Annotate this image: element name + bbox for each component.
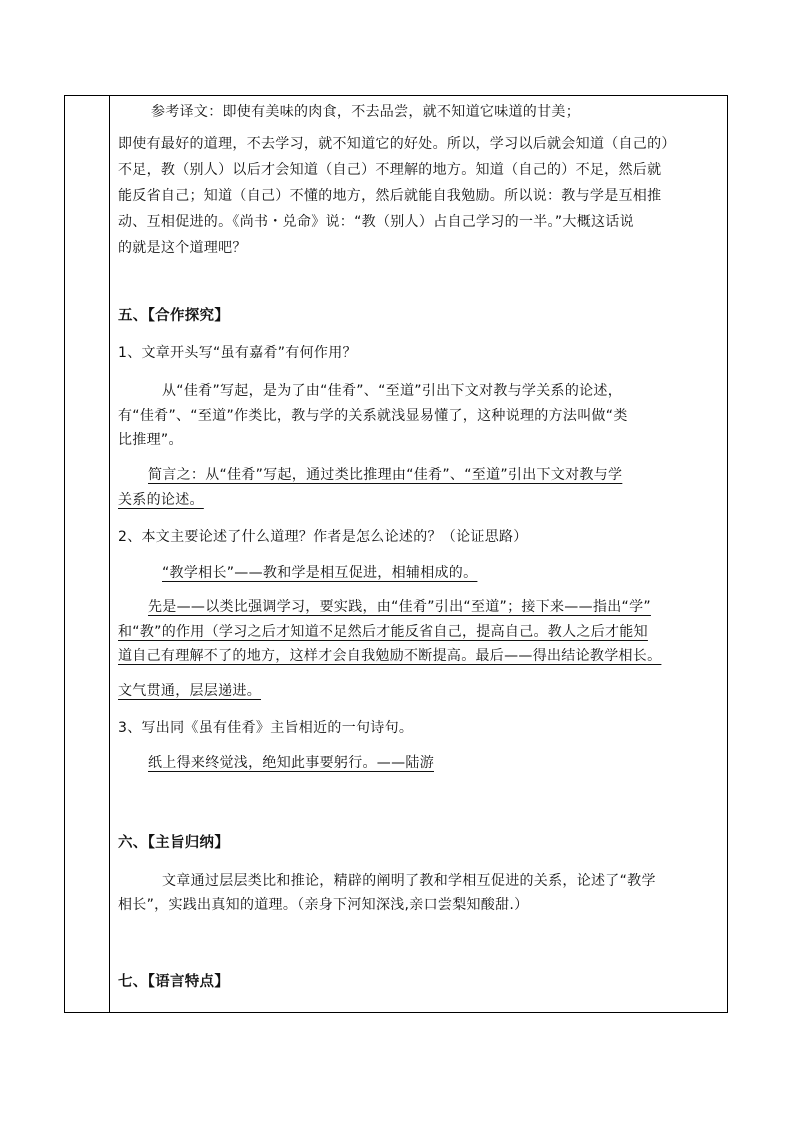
- section6-line-1: 文章通过层层类比和推论，精辟的阐明了教和学相互促进的关系，论述了“教学: [162, 873, 656, 889]
- answer-2-line-2: 先是——以类比强调学习，要实践，由“佳肴”引出“至道”；接下来——指出“学”: [148, 599, 651, 615]
- question-3: 3、写出同《虽有佳肴》主旨相近的一句诗句。: [118, 720, 414, 736]
- translation-line-5: 动、互相促进的。《尚书・兑命》说：“教（别人）占自己学习的一半。”大概这话说: [118, 214, 634, 230]
- answer-2-line-5: 文气贯通，层层递进。: [118, 683, 261, 699]
- translation-line-6: 的就是这个道理吧？: [118, 240, 247, 256]
- translation-line-4: 能反省自己；知道（自己）不懂的地方，然后就能自我勉励。所以说：教与学是互相推: [118, 188, 662, 204]
- section6-line-2: 相长”，实践出真知的道理。（亲身下河知深浅,亲口尝梨知酸甜.）: [118, 897, 529, 913]
- answer-2-line-3: 和“教”的作用（学习之后才知道不足然后才能反省自己，提高自己。教人之后才能知: [118, 624, 648, 640]
- question-2: 2、本文主要论述了什么道理？作者是怎么论述的？（论证思路）: [118, 529, 528, 545]
- section7-heading: 七、【语言特点】: [118, 974, 230, 990]
- section5-heading: 五、【合作探究】: [118, 308, 230, 324]
- answer-1-summary-line-1: 简言之：从“佳肴”写起，通过类比推理由“佳肴”、“至道”引出下文对教与学: [148, 467, 623, 483]
- answer-2-line-1: “教学相长”——教和学是相互促进，相辅相成的。: [162, 565, 478, 581]
- answer-1-line-1: 从“佳肴”写起，是为了由“佳肴”、“至道”引出下文对教与学关系的论述，: [162, 383, 623, 399]
- translation-line-3: 不足，教（别人）以后才会知道（自己）不理解的地方。知道（自己的）不足，然后就: [118, 162, 662, 178]
- section6-heading: 六、【主旨归纳】: [118, 835, 230, 851]
- question-1: 1、文章开头写“虽有嘉肴”有何作用？: [118, 345, 357, 361]
- answer-1-line-2: 有“佳肴”、“至道”作类比，教与学的关系就浅显易懂了，这种说理的方法叫做“类: [118, 408, 628, 424]
- answer-1-summary-line-2: 关系的论述。: [118, 492, 204, 508]
- answer-1-line-3: 比推理”。: [118, 432, 183, 448]
- translation-line-1: 参考译文：即使有美味的肉食，不去品尝，就不知道它味道的甘美；: [151, 104, 580, 120]
- translation-line-2: 即使有最好的道理，不去学习，就不知道它的好处。所以，学习以后就会知道（自己的）: [118, 136, 676, 152]
- answer-3: 纸上得来终觉浅，绝知此事要躬行。——陆游: [148, 755, 434, 771]
- answer-2-line-4: 道自己有理解不了的地方，这样才会自我勉励不断提高。最后——得出结论教学相长。: [118, 648, 662, 664]
- table-column-divider: [109, 95, 110, 1013]
